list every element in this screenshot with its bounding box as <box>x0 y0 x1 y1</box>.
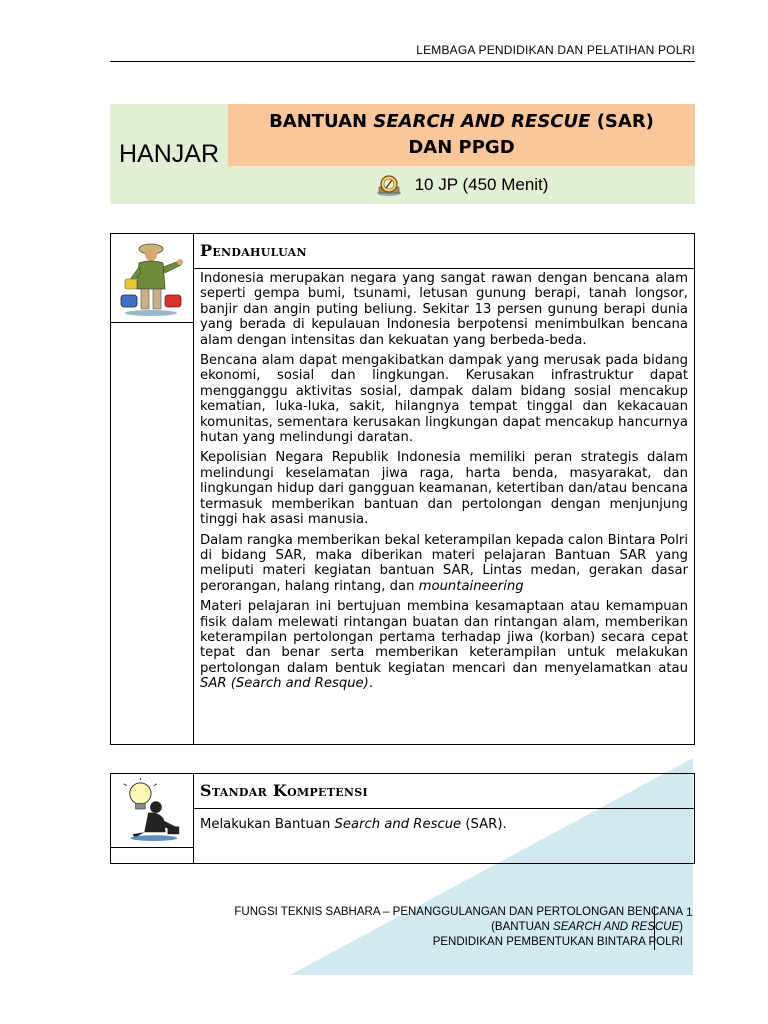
section-heading-cell <box>193 774 694 809</box>
paragraph-4-main: Dalam rangka memberikan bekal keterampilan kepada calon Bintara Polri di bidang SAR, maka diberikan materi pelajaran Bantuan SAR yang meliputi materi kegiatan bantuan SAR, Lintas medan, gerakan dasar perorangan, halang rintang, dan <box>200 532 688 594</box>
footer-line-2-prefix: (BANTUAN <box>491 921 554 933</box>
paragraph-5-main: Materi pelajaran ini bertujuan membina kesamaptaan atau kemampuan fisik dalam melewati rintangan buatan dan rintangan alam, memberikan keterampilan pertolongan pertama terhadap jiwa (korban) secara cepat tepat dan benar serta memberikan keterampilan untuk melakukan pertolongan dalam bentuk kegiatan mencari dan menyelamatkan atau <box>200 599 688 676</box>
hanjar-label: HANJAR <box>110 104 228 204</box>
section-icon-cell <box>111 774 193 848</box>
footer-line-2-suffix: ) <box>679 921 683 933</box>
lightbulb-thinker-icon <box>119 778 187 842</box>
page-number: 1 <box>686 905 693 919</box>
paragraph-5-italic: SAR (Search and Resque) <box>200 676 369 692</box>
title-block <box>110 104 695 204</box>
footer-line-1: FUNGSI TEKNIS SABHARA – PENANGGULANGAN DAN PERTOLONGAN BENCANA <box>234 906 683 918</box>
title-italic: SEARCH AND RESCUE <box>373 111 591 132</box>
footer-divider <box>654 906 655 950</box>
footer-line-2-italic: SEARCH AND RESCUE <box>553 921 680 933</box>
paragraph-5-end: . <box>368 676 374 692</box>
header-rule <box>110 61 695 62</box>
standar-kompetensi-section <box>110 773 695 864</box>
duration-row <box>228 166 695 204</box>
paragraph-2: Bencana alam dapat mengakibatkan dampak yang merusak pada bidang ekonomi, sosial dan lingkungan. Kerusakan infrastruktur dapat mengganggu aktivitas sosial, dampak dalam bidang sosial mencakup kematian, luka-luka, sakit, hilangnya tempat tinggal dan kekacauan komunitas, sementara kerusakan lingkungan dapat mencakup hancurnya hutan yang melindungi daratan. <box>200 353 688 446</box>
title-suffix: (SAR) <box>590 111 654 132</box>
section-heading: Pendahuluan <box>200 241 307 260</box>
header-institution: LEMBAGA PENDIDIKAN DAN PELATIHAN POLRI <box>416 43 695 57</box>
footer <box>234 905 683 950</box>
footer-line-3: PENDIDIKAN PEMBENTUKAN BINTARA POLRI <box>432 936 683 948</box>
paragraph-3: Kepolisian Negara Republik Indonesia memiliki peran strategis dalam melindungi keselamatan jiwa raga, harta benda, masyarakat, dan lingkungan hidup dari gangguan keamanan, ketertiban dan/atau bencana termasuk memberikan bantuan dan pertolongan dengan menjunjung tinggi hak asasi manusia. <box>200 450 688 528</box>
paragraph-1: Indonesia merupakan negara yang sangat rawan dengan bencana alam seperti gempa bumi, tsunami, letusan gunung berapi, tanah longsor, banjir dan angin puting beliung. Sekitar 13 persen gunung berapi dunia yang berada di kepulauan Indonesia berpotensi menimbulkan bencana alam dengan intensitas dan kekuatan yang berbeda-beda. <box>200 271 688 348</box>
compass-icon <box>375 173 403 197</box>
section-body <box>200 817 688 832</box>
standar-text-suffix: (SAR). <box>461 817 507 832</box>
document-title <box>228 104 695 166</box>
duration-text: 10 JP (450 Menit) <box>414 175 549 194</box>
paragraph-4-italic: mountaineering <box>418 578 524 594</box>
title-line2: DAN PPGD <box>408 137 515 158</box>
section-icon-cell <box>111 234 193 323</box>
section-heading: Standar Kompetensi <box>200 781 368 800</box>
section-heading-cell <box>193 234 694 269</box>
standar-text-italic: Search and Rescue <box>334 817 462 832</box>
paragraph-4 <box>200 533 688 595</box>
title-prefix: BANTUAN <box>269 111 374 132</box>
standar-text-prefix: Melakukan Bantuan <box>200 817 335 832</box>
footer-line-2 <box>234 920 683 935</box>
pendahuluan-section <box>110 233 695 745</box>
paragraph-5 <box>200 599 688 691</box>
section-body <box>200 271 688 697</box>
rescuer-clipart-icon <box>117 239 187 317</box>
